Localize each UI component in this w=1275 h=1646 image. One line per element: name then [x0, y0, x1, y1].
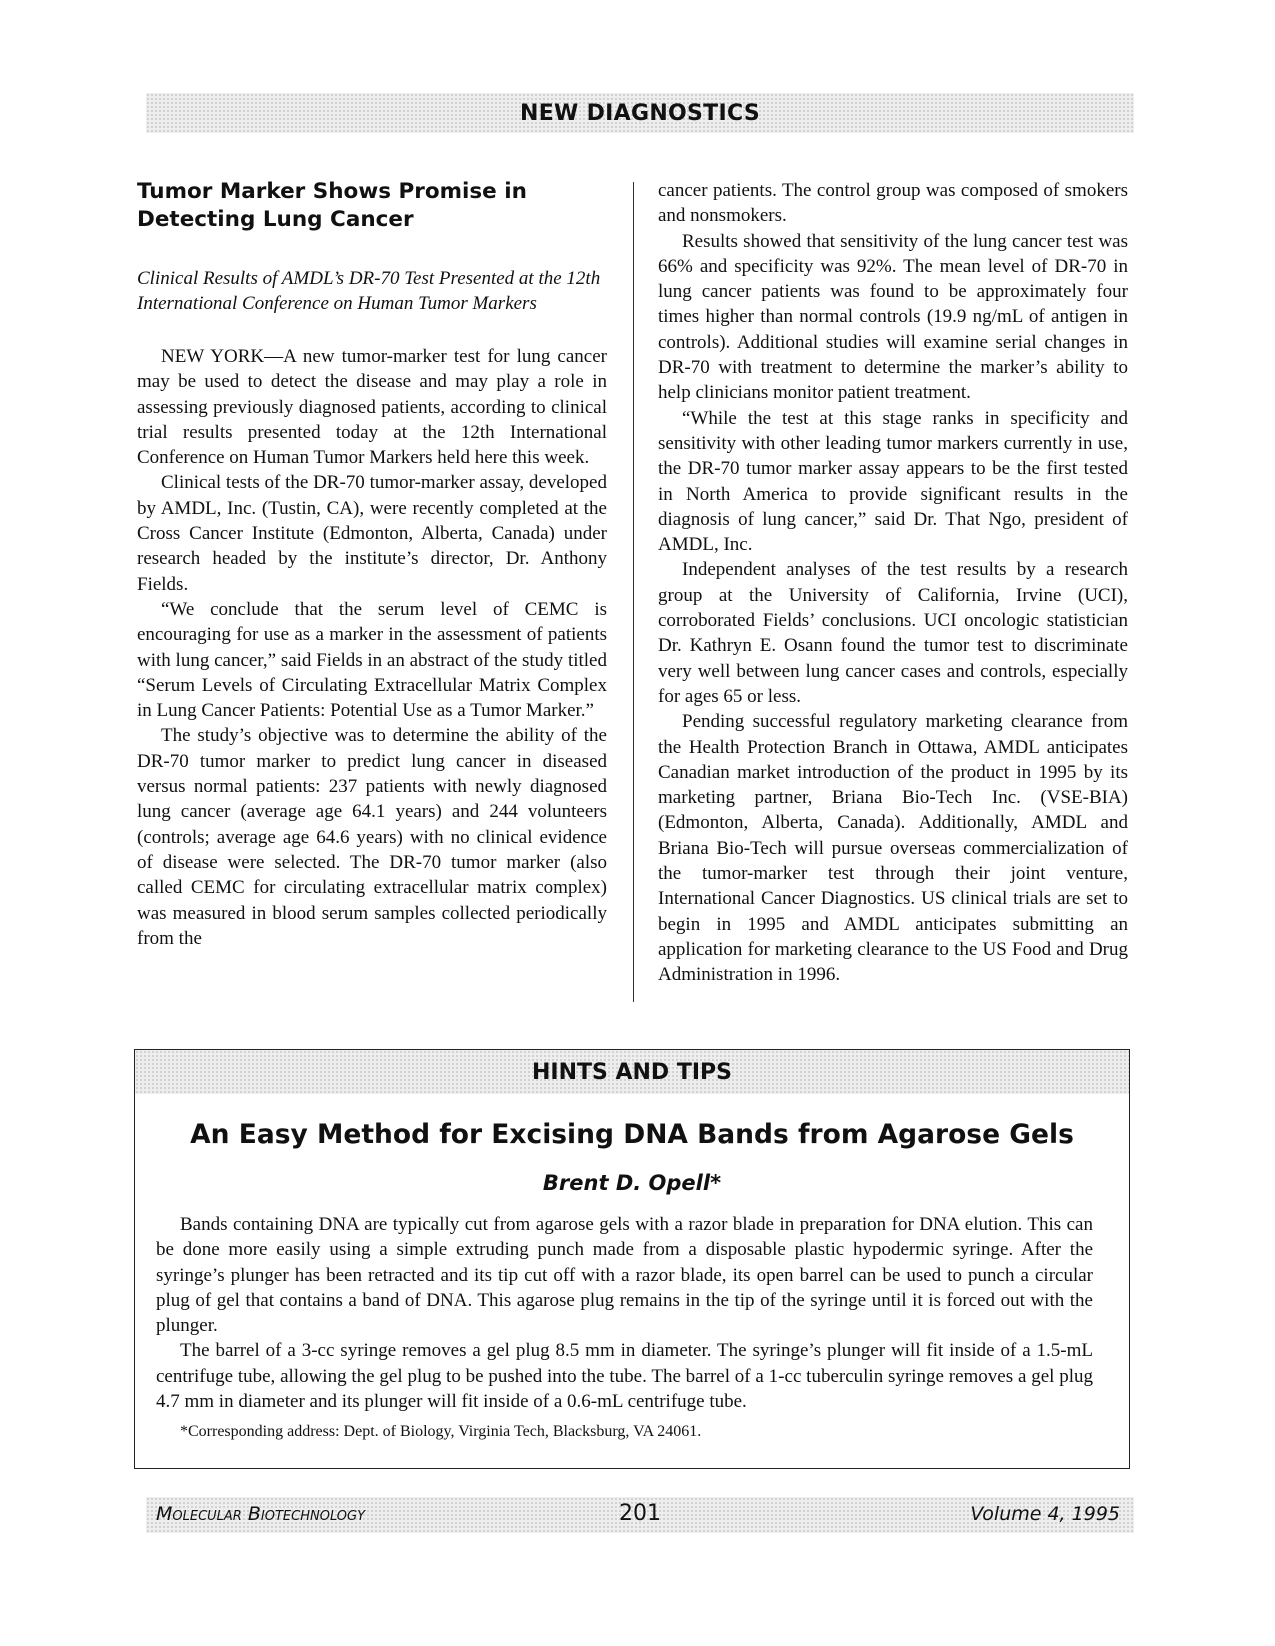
article-paragraph: Clinical tests of the DR-70 tumor-marker assay, developed by AMDL, Inc. (Tustin, CA), were recently completed at the Cross Cancer Institute (Edmonton, Alberta, Canada) under research headed by the institute’s director, Dr. Anthony Fields. — [137, 472, 607, 595]
article-paragraph: The study’s objective was to determine the ability of the DR-70 tumor marker to predict lung cancer in diseased versus normal patients: 237 patients with newly diagnosed lung cancer (average age 64.1 years) and 244 volunteers (controls; average age 64.6 years) with no clinical evidence of disease were selected. The DR-70 tumor marker (also called CEMC for circulating extracellular matrix complex) was measured in blood serum samples collected periodically from the — [137, 725, 607, 949]
article-paragraph: cancer patients. The control group was composed of smokers and nonsmokers. — [658, 180, 1128, 227]
article-title: Tumor Marker Shows Promise in Detecting Lung Cancer — [137, 179, 527, 232]
article-paragraph: NEW YORK—A new tumor-marker test for lung cancer may be used to detect the disease and may play a role in assessing previously diagnosed patients, according to clinical trial results presented today at the 12th International Conference on Human Tumor Markers held here this week. — [137, 346, 607, 469]
footer-journal: Molecular Biotechnology — [156, 1503, 366, 1525]
hints-box — [134, 1049, 1130, 1469]
article-paragraph: Independent analyses of the test results by a research group at the University of California, Irvine (UCI), corroborated Fields’ conclusions. UCI oncologic statistician Dr. Kathryn E. Osann found the tumor test to discriminate very well between lung cancer cases and controls, especially for ages 65 or less. — [658, 559, 1128, 707]
article-left-column — [137, 178, 607, 951]
article-right-column — [658, 178, 1128, 988]
column-divider — [633, 182, 634, 1002]
hints-author: Brent D. Opell* — [542, 1171, 722, 1195]
hints-body — [135, 1196, 1129, 1442]
hints-paragraph: The barrel of a 3-cc syringe removes a gel plug 8.5 mm in diameter. The syringe’s plunger will fit inside of a 1.5-mL centrifuge tube, allowing the gel plug to be pushed into the tube. The barrel of a 1-cc tuberculin syringe removes a gel plug 4.7 mm in diameter and its plunger will fit inside of a 0.6-mL centrifuge tube. — [156, 1340, 1093, 1413]
hints-section-title: HINTS AND TIPS — [531, 1059, 733, 1085]
footer-volume: Volume 4, 1995 — [970, 1503, 1120, 1525]
article-paragraph: Results showed that sensitivity of the lung cancer test was 66% and specificity was 92%. The mean level of DR-70 in lung cancer patients was found to be approximately four times higher than normal controls (19.9 ng/mL of antigen in controls). Additional studies will examine serial changes in DR-70 with treatment to determine the marker’s ability to help clinicians monitor patient treatment. — [658, 230, 1128, 404]
article-paragraph: “While the test at this stage ranks in specificity and sensitivity with other leading tumor markers currently in use, the DR-70 tumor marker assay appears to be the first tested in North America to provide significant results in the diagnosis of lung cancer,” said Dr. That Ngo, president of AMDL, Inc. — [658, 407, 1128, 556]
footer-page-number: 201 — [619, 1501, 661, 1526]
article-subtitle: Clinical Results of AMDL’s DR-70 Test Presented at the 12th International Conference on Human Tumor Markers — [137, 268, 601, 314]
section-title: NEW DIAGNOSTICS — [520, 100, 760, 126]
hints-title: An Easy Method for Excising DNA Bands from Agarose Gels — [190, 1119, 1074, 1150]
hints-paragraph: Bands containing DNA are typically cut from agarose gels with a razor blade in preparation for DNA elution. This can be done more easily using a simple extruding punch made from a disposable plastic hypodermic syringe. After the syringe’s plunger has been retracted and its tip cut off with a razor blade, its open barrel can be used to punch a circular plug of gel that contains a band of DNA. This agarose plug remains in the tip of the syringe until it is forced out with the plunger. — [156, 1214, 1093, 1337]
hints-footnote: *Corresponding address: Dept. of Biology, Virginia Tech, Blacksburg, VA 24061. — [180, 1423, 702, 1441]
section-banner — [146, 93, 1134, 133]
page-footer — [146, 1497, 1134, 1533]
article-paragraph: “We conclude that the serum level of CEMC is encouraging for use as a marker in the assessment of patients with lung cancer,” said Fields in an abstract of the study titled “Serum Levels of Circulating Extracellular Matrix Complex in Lung Cancer Patients: Potential Use as a Tumor Marker.” — [137, 598, 607, 722]
hints-banner — [135, 1050, 1129, 1094]
article-paragraph: Pending successful regulatory marketing clearance from the Health Protection Branch in Ottawa, AMDL anticipates Canadian market introduction of the product in 1995 by its marketing partner, Briana Bio-Tech Inc. (VSE-BIA) (Edmonton, Alberta, Canada). Additionally, AMDL and Briana Bio-Tech will pursue overseas commercialization of the tumor-marker test through their joint venture, International Cancer Diagnostics. US clinical trials are set to begin in 1995 and AMDL anticipates submitting an application for marketing clearance to the US Food and Drug Administration in 1996. — [658, 711, 1128, 986]
